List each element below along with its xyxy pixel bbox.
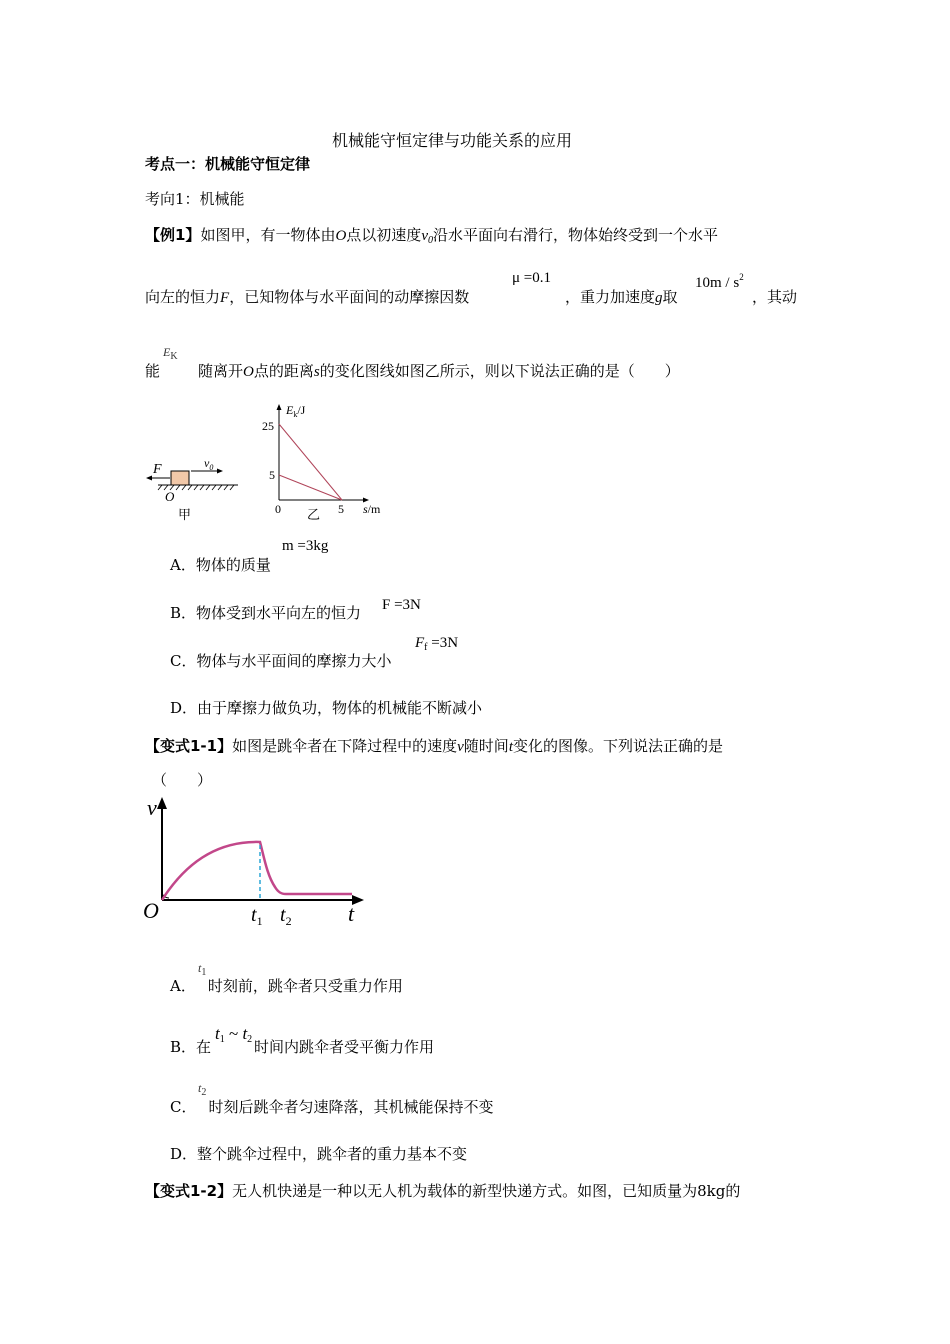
vt-v-label: v — [147, 795, 157, 820]
ex1-line2-right — [565, 286, 678, 307]
fig-yi-caption: 乙 — [307, 507, 321, 522]
ex1-text: 点以初速度 — [346, 226, 422, 244]
ex2-text: 如图是跳伞者在下降过程中的速度 — [232, 737, 458, 755]
yi-ylabel: $E_k/J$ — [286, 403, 306, 419]
ex1-option-c: C．物体与水平面间的摩擦力大小 — [170, 652, 392, 670]
var-v0: v — [421, 228, 428, 244]
mu-value: μ =0.1 — [512, 270, 552, 286]
fig-jia-f-label: F — [153, 462, 162, 477]
yi-tick-0: 0 — [275, 502, 281, 516]
vt-y-arrow — [157, 797, 167, 809]
figure-vt — [140, 795, 370, 935]
fig-jia-caption: 甲 — [178, 507, 192, 522]
ex1-line2-end — [752, 286, 797, 307]
ex2-option-d: D．整个跳伞过程中，跳伞者的重力基本不变 — [170, 1145, 468, 1163]
ex1-line1 — [145, 224, 718, 246]
var-v0-sub: 0 — [427, 235, 433, 246]
yi-tick-5: 5 — [269, 468, 275, 482]
ex2-paren: （ ） — [152, 771, 213, 789]
ex1-text: 的变化图线如图乙所示，则以下说法正确的是（ ） — [319, 362, 680, 380]
var-t2: t — [242, 1024, 248, 1043]
ex1-text: ，重力加速度 — [565, 288, 656, 306]
yi-line-from-25 — [279, 424, 342, 500]
ff-value: =3N — [431, 635, 459, 651]
section-heading: 考点一：机械能守恒定律 — [145, 155, 311, 173]
var-f: F — [220, 290, 230, 306]
ex3-line1 — [145, 1180, 740, 1201]
yi-y-arrow — [277, 404, 282, 410]
opt-text: 时刻前，跳伞者只受重力作用 — [207, 977, 403, 995]
var-ek: E — [163, 345, 171, 359]
var-ff-sub: f — [424, 642, 428, 653]
ex1-text: 随离开 — [198, 362, 244, 380]
var-t1-sub: 1 — [201, 967, 207, 978]
ex1-text: 如图甲，有一物体由 — [200, 226, 336, 244]
fig-jia-v0-label: $v_0$ — [204, 456, 214, 472]
ex1-line2 — [145, 286, 469, 307]
var-t1: t — [198, 961, 202, 975]
ex1-text: ，已知物体与水平面间的动摩擦因数 — [229, 288, 470, 306]
var-t2: t — [198, 1081, 202, 1095]
var-t1-sub: 1 — [219, 1034, 225, 1045]
var-ek-sub: K — [170, 351, 178, 362]
direction-heading: 考向1：机械能 — [145, 190, 245, 208]
ex1-text: 取 — [662, 288, 678, 306]
ex2-text: 随时间 — [463, 737, 509, 755]
vt-t2-label: $t_2$ — [280, 904, 292, 928]
fig-jia-o-label: O — [165, 489, 175, 504]
ex1-tag: 【例1】 — [145, 226, 201, 244]
yi-tick-x5: 5 — [338, 502, 344, 516]
yi-line-from-5 — [279, 475, 342, 500]
ex2-option-c — [170, 1096, 494, 1117]
opt-a-math: m =3kg — [282, 538, 329, 554]
yi-tick-25: 25 — [262, 419, 274, 433]
tilde: ~ — [224, 1024, 243, 1043]
var-o: O — [243, 364, 254, 380]
ex1-option-a: A．物体的质量 — [170, 556, 271, 574]
yi-xlabel: s/m — [363, 502, 381, 516]
ex2-option-a — [170, 975, 403, 996]
ex1-text: 向左的恒力 — [145, 288, 221, 306]
ex3-tag: 【变式1-2】 — [145, 1182, 233, 1200]
g-value: 10m / s — [695, 275, 740, 291]
vt-curve — [162, 842, 352, 900]
var-v: v — [457, 739, 464, 755]
var-t2-sub: 2 — [247, 1034, 253, 1045]
figure-yi — [255, 400, 395, 525]
block — [171, 471, 189, 485]
mu-formula — [512, 270, 551, 287]
vt-t1-label: $t_1$ — [251, 904, 263, 928]
g-sup: 2 — [739, 272, 744, 282]
opt-label: A． — [170, 977, 196, 995]
opt-c-math — [415, 635, 458, 653]
velocity-arrowhead — [217, 469, 223, 474]
ex1-text: 沿水平面向右滑行，物体始终受到一个水平 — [432, 226, 718, 244]
ex1-option-b: B．物体受到水平向左的恒力 — [170, 604, 362, 622]
ex1-text: ，其动 — [752, 288, 798, 306]
ex2-option-b — [170, 1036, 434, 1057]
var-g: g — [655, 290, 663, 306]
opt-text: 时间内跳伞者受平衡力作用 — [254, 1038, 435, 1056]
ex3-text: 无人机快递是一种以无人机为载体的新型快递方式。如图，已知质量为8kg的 — [232, 1182, 741, 1200]
var-t: t — [508, 739, 513, 755]
opt-text: 时刻后跳伞者匀速降落，其机械能保持不变 — [208, 1098, 494, 1116]
ex1-option-d: D．由于摩擦力做负功，物体的机械能不断减小 — [170, 699, 483, 717]
force-arrowhead — [146, 476, 152, 481]
page-title: 机械能守恒定律与功能关系的应用 — [332, 131, 573, 150]
ex2-line1 — [145, 735, 723, 756]
figure-jia — [140, 450, 250, 525]
opt-label: B．在 — [170, 1038, 212, 1056]
ex1-line3 — [145, 360, 680, 381]
var-t2-sub: 2 — [201, 1087, 207, 1098]
var-o: O — [335, 228, 347, 244]
var-s: s — [313, 364, 320, 380]
var-t1: t — [215, 1024, 220, 1043]
ex1-text: 能 — [145, 362, 161, 380]
ex2-tag: 【变式1-1】 — [145, 737, 233, 755]
g-formula — [695, 272, 744, 292]
vt-t-label: t — [348, 901, 355, 926]
ex1-text: 点的距离 — [253, 362, 314, 380]
opt-label: C． — [170, 1098, 197, 1116]
var-ff: F — [415, 635, 425, 651]
vt-o-label: O — [143, 898, 159, 923]
opt-b-math: F =3N — [382, 597, 421, 613]
ex2-text: 变化的图像。下列说法正确的是 — [512, 737, 723, 755]
